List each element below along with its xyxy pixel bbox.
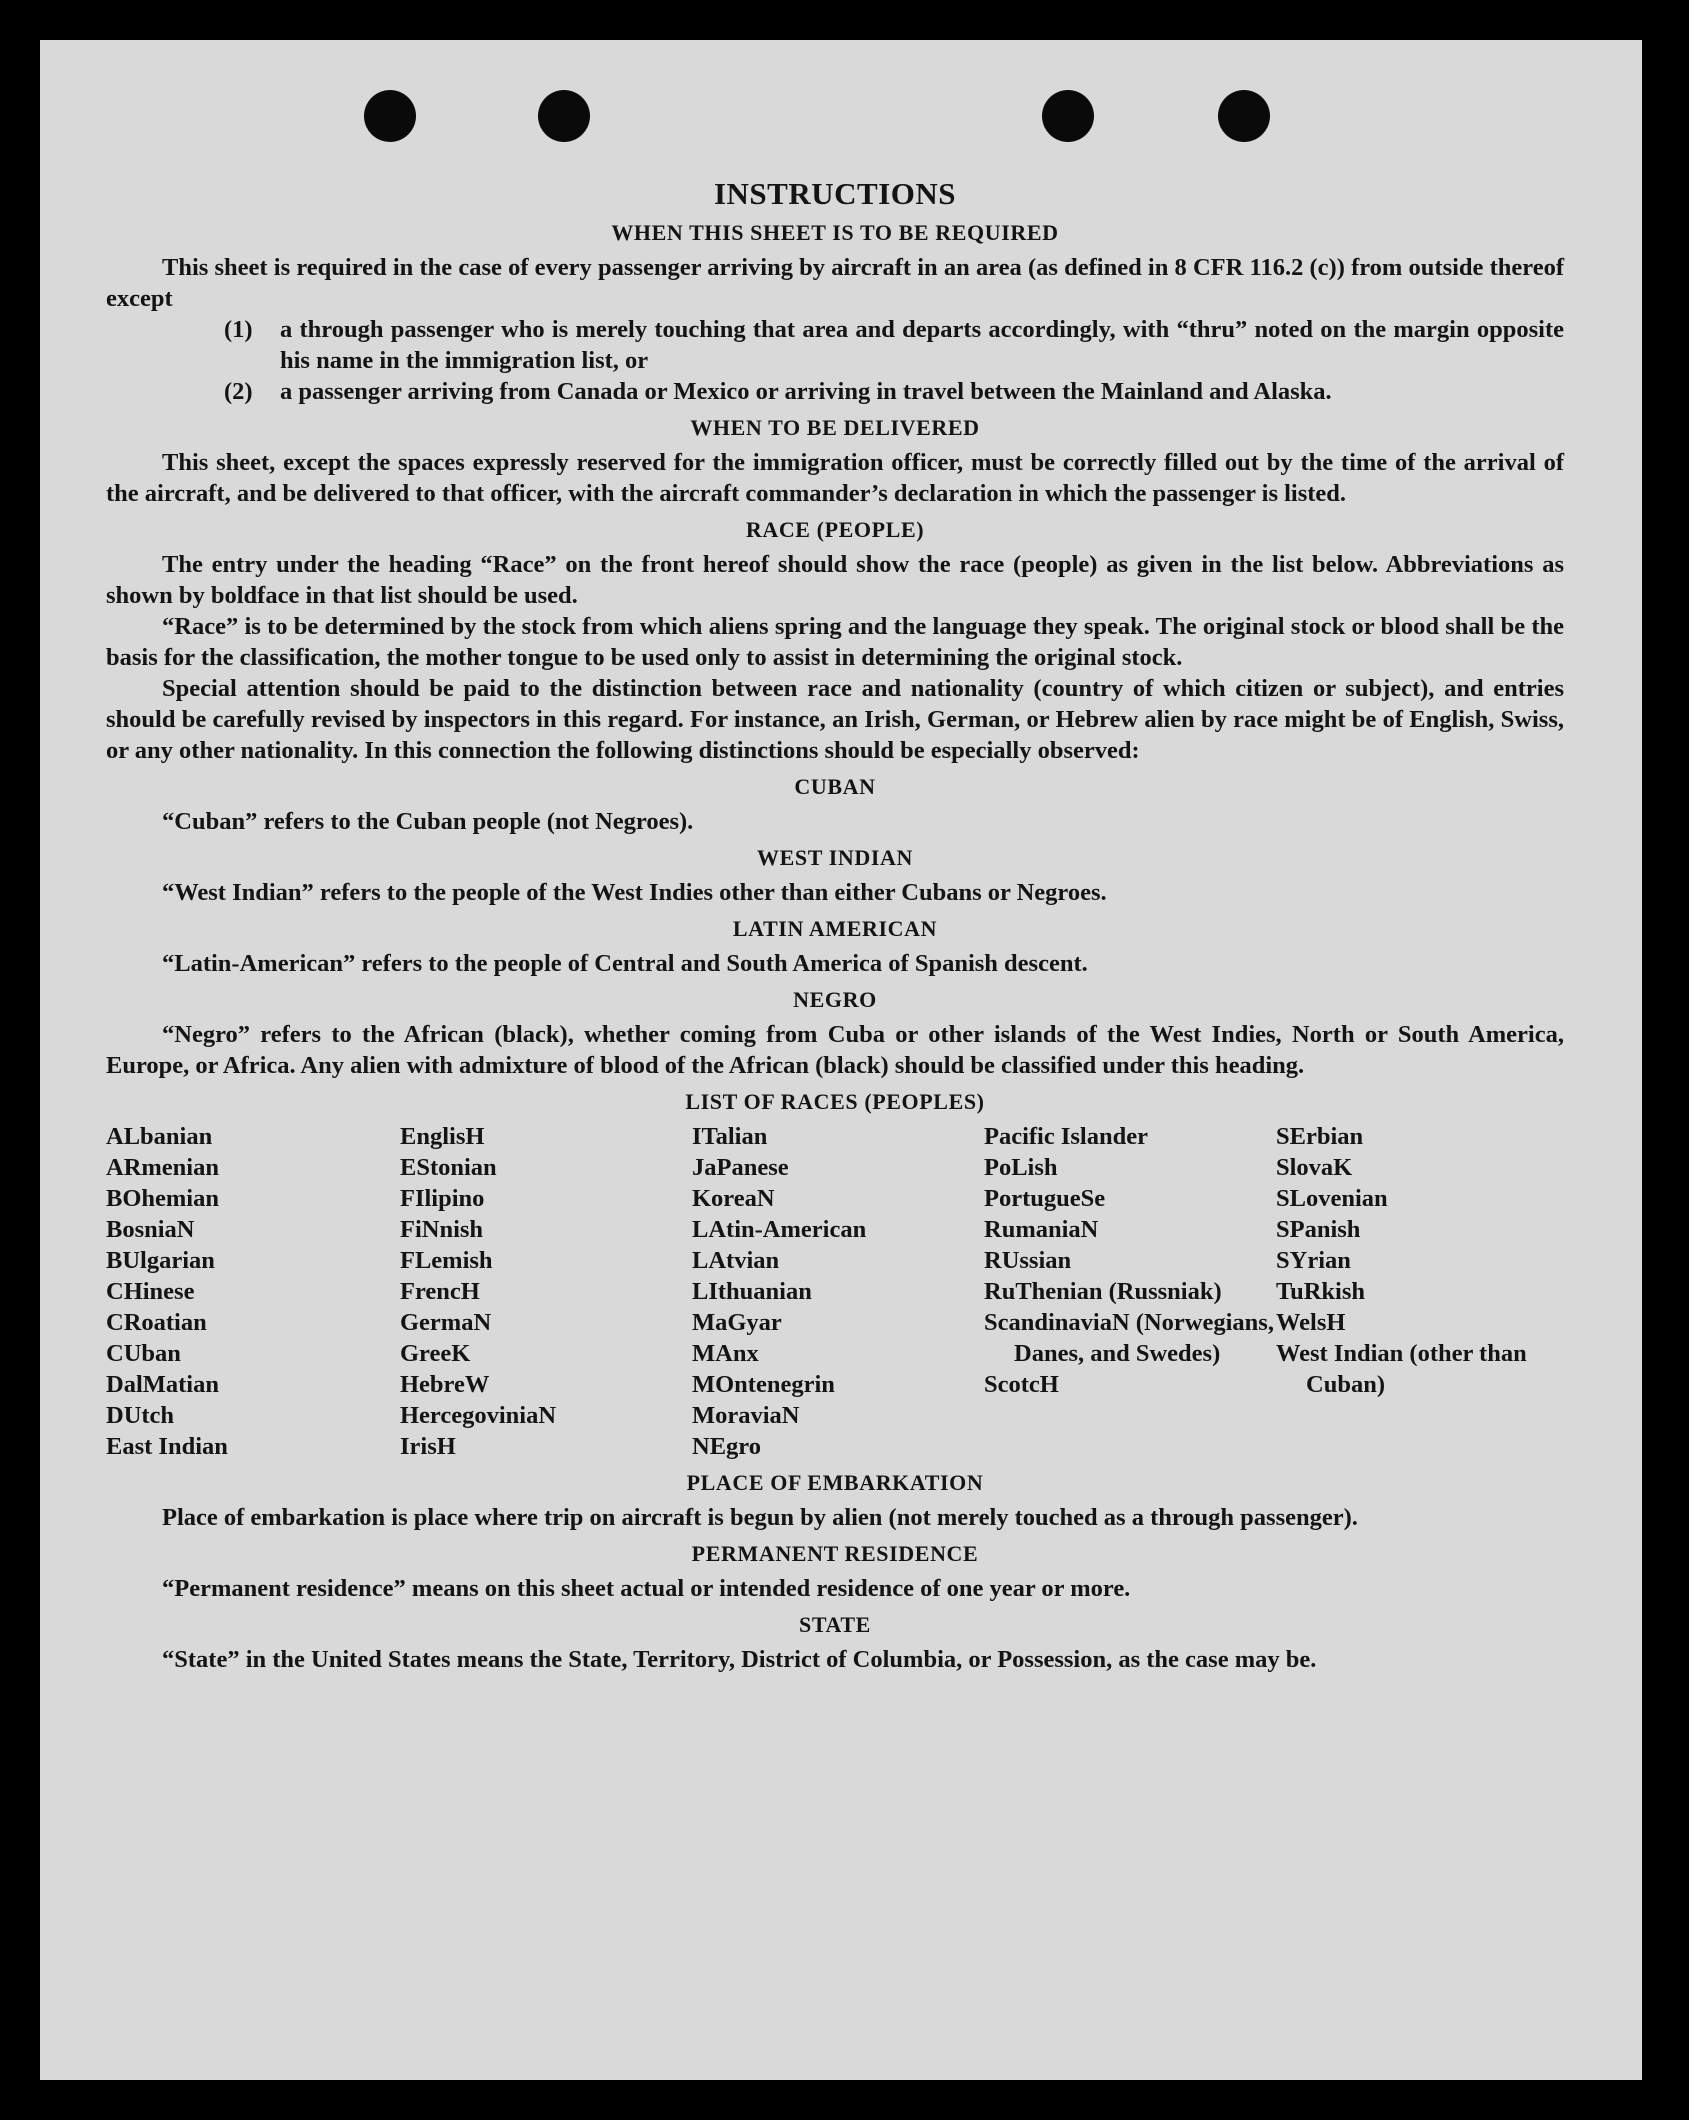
state-text: “State” in the United States means the State, Territory, District of Columbia, or Possession, as the case may be. xyxy=(162,1646,1317,1673)
race-entry: JaPanese xyxy=(692,1154,789,1181)
race-entry: ScotcH xyxy=(984,1371,1059,1398)
race-entry: GermaN xyxy=(400,1309,492,1336)
race-paragraph: The entry under the heading “Race” on the front hereof should show the race (people) as given in the list below. Abbreviations as shown by boldface in that list should be used. xyxy=(106,551,1564,609)
exception-number: (2) xyxy=(224,378,253,405)
race-entry: HebreW xyxy=(400,1371,490,1398)
race-entry: FIlipino xyxy=(400,1185,485,1212)
punch-hole xyxy=(1042,90,1094,142)
race-entry: GreeK xyxy=(400,1340,471,1367)
section-heading-race: RACE (PEOPLE) xyxy=(745,517,925,542)
race-entry: FrencH xyxy=(400,1278,480,1305)
race-entry: CUban xyxy=(106,1340,181,1367)
race-entry: LAtvian xyxy=(692,1247,780,1274)
exception-item xyxy=(224,376,1564,407)
race-entry: SYrian xyxy=(1276,1247,1351,1274)
race-entry: SlovaK xyxy=(1276,1154,1353,1181)
race-entry: RuThenian (Russniak) xyxy=(984,1278,1222,1305)
race-entry: MAnx xyxy=(692,1340,759,1367)
section-heading-state: STATE xyxy=(799,1612,871,1637)
race-entry: KoreaN xyxy=(692,1185,775,1212)
race-entry: PoLish xyxy=(984,1154,1058,1181)
document-body xyxy=(106,176,1564,1675)
west-indian-text: “West Indian” refers to the people of the West Indies other than either Cubans or Negroes. xyxy=(162,879,1107,906)
race-entry: IrisH xyxy=(400,1433,456,1460)
race-entry: DUtch xyxy=(106,1402,175,1429)
when-delivered-text: This sheet, except the spaces expressly reserved for the immigration officer, must be correctly filled out by the time of the arrival of the aircraft, and be delivered to that officer, with the aircraft commander’s declaration in which the passenger is listed. xyxy=(106,449,1564,507)
race-entry: RUssian xyxy=(984,1247,1072,1274)
race-entry: HercegoviniaN xyxy=(400,1402,557,1429)
races-column xyxy=(1276,1121,1564,1462)
race-entry: FLemish xyxy=(400,1247,493,1274)
punch-hole xyxy=(364,90,416,142)
races-column xyxy=(400,1121,692,1462)
race-paragraph: “Race” is to be determined by the stock from which aliens spring and the language they speak. The original stock or blood shall be the basis for the classification, the mother tongue to be used only to assist in determining the original stock. xyxy=(106,613,1564,671)
section-heading-list-of-races: LIST OF RACES (PEOPLES) xyxy=(685,1089,985,1114)
race-entry: CHinese xyxy=(106,1278,195,1305)
race-entry: SLovenian xyxy=(1276,1185,1388,1212)
section-heading-when-required: WHEN THIS SHEET IS TO BE REQUIRED xyxy=(611,220,1059,245)
races-column xyxy=(692,1121,984,1462)
race-entry: BUlgarian xyxy=(106,1247,215,1274)
race-entry: CRoatian xyxy=(106,1309,207,1336)
page-title: INSTRUCTIONS xyxy=(713,176,956,211)
section-heading-negro: NEGRO xyxy=(793,987,877,1012)
race-entry: West Indian (other than Cuban) xyxy=(1276,1340,1527,1398)
race-entry: East Indian xyxy=(106,1433,228,1460)
race-entry: RumaniaN xyxy=(984,1216,1099,1243)
section-heading-residence: PERMANENT RESIDENCE xyxy=(691,1541,979,1566)
exception-item xyxy=(224,314,1564,376)
race-entry: BosniaN xyxy=(106,1216,195,1243)
race-entry: SErbian xyxy=(1276,1123,1364,1150)
race-entry: TuRkish xyxy=(1276,1278,1366,1305)
races-column xyxy=(984,1121,1276,1462)
exception-number: (1) xyxy=(224,316,253,343)
section-heading-embarkation: PLACE OF EMBARKATION xyxy=(686,1470,984,1495)
section-heading-when-delivered: WHEN TO BE DELIVERED xyxy=(690,415,980,440)
race-entry: SPanish xyxy=(1276,1216,1361,1243)
race-entry: WelsH xyxy=(1276,1309,1346,1336)
race-entry: BOhemian xyxy=(106,1185,219,1212)
race-entry: PortugueSe xyxy=(984,1185,1106,1212)
race-paragraph: Special attention should be paid to the distinction between race and nationality (country of which citizen or subject), and entries should be carefully revised by inspectors in this regard. For instance, an Irish, German, or Hebrew alien by race might be of English, Swiss, or any other nationality. In this connection the following distinctions should be especially observed: xyxy=(106,675,1564,764)
residence-text: “Permanent residence” means on this sheet actual or intended residence of one year or more. xyxy=(162,1575,1131,1602)
section-heading-west-indian: WEST INDIAN xyxy=(757,845,913,870)
negro-text: “Negro” refers to the African (black), whether coming from Cuba or other islands of the West Indies, North or South America, Europe, or Africa. Any alien with admixture of blood of the African (black) should be classified under this heading. xyxy=(106,1021,1564,1079)
section-heading-latin-american: LATIN AMERICAN xyxy=(732,916,938,941)
cuban-text: “Cuban” refers to the Cuban people (not Negroes). xyxy=(162,808,694,835)
punch-hole xyxy=(1218,90,1270,142)
race-entry: DalMatian xyxy=(106,1371,219,1398)
race-entry: FiNnish xyxy=(400,1216,484,1243)
race-entry: NEgro xyxy=(692,1433,761,1460)
exception-text: a through passenger who is merely touching that area and departs accordingly, with “thru” noted on the margin opposite his name in the immigration list, or xyxy=(280,316,1564,374)
exception-text: a passenger arriving from Canada or Mexico or arriving in travel between the Mainland and Alaska. xyxy=(280,378,1332,405)
race-entry: ALbanian xyxy=(106,1123,213,1150)
instruction-sheet xyxy=(40,40,1642,2080)
when-required-intro: This sheet is required in the case of every passenger arriving by aircraft in an area (as defined in 8 CFR 116.2 (c)) from outside thereof except xyxy=(106,254,1564,312)
embarkation-text: Place of embarkation is place where trip on aircraft is begun by alien (not merely touched as a through passenger). xyxy=(162,1504,1358,1531)
race-entry: ScandinaviaN (Norwegians, Danes, and Swedes) xyxy=(984,1309,1274,1367)
race-entry: EnglisH xyxy=(400,1123,485,1150)
punch-hole xyxy=(538,90,590,142)
race-entry: LIthuanian xyxy=(692,1278,812,1305)
latin-american-text: “Latin-American” refers to the people of Central and South America of Spanish descent. xyxy=(162,950,1088,977)
race-entry: EStonian xyxy=(400,1154,497,1181)
section-heading-cuban: CUBAN xyxy=(794,774,876,799)
race-entry: Pacific Islander xyxy=(984,1123,1148,1150)
race-entry: LAtin-American xyxy=(692,1216,867,1243)
race-entry: MoraviaN xyxy=(692,1402,800,1429)
races-list xyxy=(106,1121,1564,1462)
race-entry: MaGyar xyxy=(692,1309,782,1336)
races-column xyxy=(106,1121,400,1462)
race-entry: ITalian xyxy=(692,1123,768,1150)
race-entry: ARmenian xyxy=(106,1154,219,1181)
race-entry: MOntenegrin xyxy=(692,1371,835,1398)
